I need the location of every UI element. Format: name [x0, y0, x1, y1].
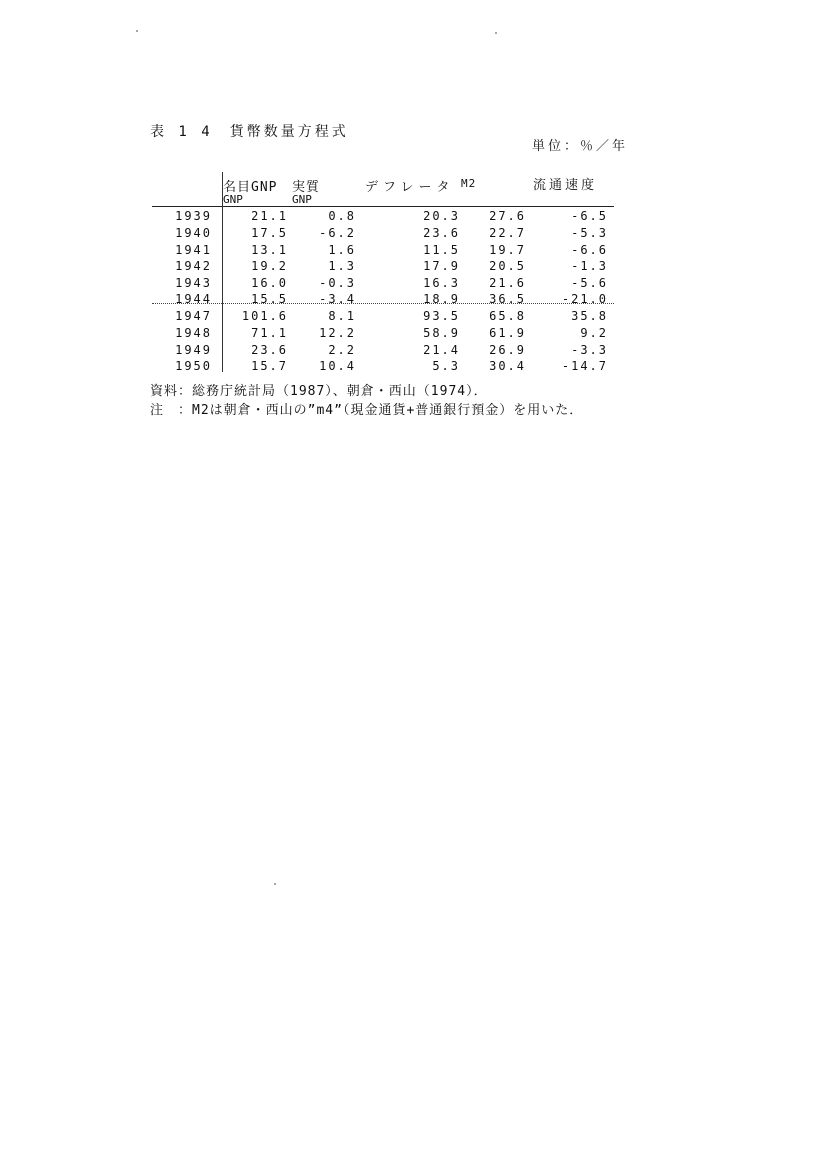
header-deflator: デフレータ [365, 180, 455, 195]
cell-m2: 20.5 [489, 259, 526, 273]
footnote: 注 ：M2は朝倉・西山の”m4”（現金通貨+普通銀行預金）を用いた． [150, 403, 584, 418]
header-real-gnp: 実質 [292, 180, 321, 195]
header-nominal-gnp-sub: GNP [223, 193, 243, 206]
cell-deflator: 23.6 [423, 226, 460, 240]
table-row [0, 259, 827, 276]
cell-year: 1942 [175, 259, 212, 273]
table-row [0, 226, 827, 243]
cell-real-gnp: 1.6 [328, 243, 356, 257]
table-row [0, 343, 827, 360]
cell-deflator: 93.5 [423, 309, 460, 323]
unit-label: 単位：％／年 [532, 139, 629, 154]
cell-nominal-gnp: 15.7 [251, 359, 288, 373]
cell-velocity: -5.6 [571, 276, 608, 290]
table-row [0, 243, 827, 260]
cell-velocity: 35.8 [571, 309, 608, 323]
cell-m2: 65.8 [489, 309, 526, 323]
cell-m2: 21.6 [489, 276, 526, 290]
cell-deflator: 11.5 [423, 243, 460, 257]
cell-nominal-gnp: 23.6 [251, 343, 288, 357]
table-row [0, 359, 827, 376]
cell-real-gnp: 0.8 [328, 209, 356, 223]
table-row [0, 209, 827, 226]
cell-velocity: -14.7 [561, 359, 608, 373]
cell-deflator: 16.3 [423, 276, 460, 290]
cell-m2: 36.5 [489, 292, 526, 306]
header-real-gnp-sub: GNP [292, 193, 312, 206]
cell-velocity: -6.6 [571, 243, 608, 257]
cell-real-gnp: -0.3 [319, 276, 356, 290]
cell-nominal-gnp: 21.1 [251, 209, 288, 223]
cell-real-gnp: 8.1 [328, 309, 356, 323]
cell-velocity: -5.3 [571, 226, 608, 240]
header-velocity: 流通速度 [533, 178, 598, 193]
cell-deflator: 20.3 [423, 209, 460, 223]
cell-deflator: 18.9 [423, 292, 460, 306]
cell-velocity: -1.3 [571, 259, 608, 273]
cell-deflator: 21.4 [423, 343, 460, 357]
cell-real-gnp: 1.3 [328, 259, 356, 273]
cell-real-gnp: 2.2 [328, 343, 356, 357]
table-row [0, 309, 827, 326]
cell-year: 1949 [175, 343, 212, 357]
table-row [0, 292, 827, 309]
cell-m2: 27.6 [489, 209, 526, 223]
cell-year: 1941 [175, 243, 212, 257]
source-note: 資料：総務庁統計局（1987）、朝倉・西山（1974）． [150, 384, 488, 399]
table-row [0, 326, 827, 343]
table-title: 表 1 4 貨幣数量方程式 [150, 124, 349, 140]
cell-nominal-gnp: 71.1 [251, 326, 288, 340]
cell-velocity: -6.5 [571, 209, 608, 223]
cell-nominal-gnp: 16.0 [251, 276, 288, 290]
cell-year: 1944 [175, 292, 212, 306]
cell-year: 1948 [175, 326, 212, 340]
cell-nominal-gnp: 17.5 [251, 226, 288, 240]
notes-block [150, 382, 583, 420]
scan-speck [274, 883, 276, 885]
header-m2: M2 [461, 177, 477, 190]
header-nominal-gnp: 名目GNP [223, 180, 278, 195]
cell-deflator: 58.9 [423, 326, 460, 340]
cell-real-gnp: -6.2 [319, 226, 356, 240]
cell-velocity: -3.3 [571, 343, 608, 357]
scan-speck [136, 30, 138, 32]
cell-year: 1939 [175, 209, 212, 223]
cell-m2: 19.7 [489, 243, 526, 257]
cell-nominal-gnp: 19.2 [251, 259, 288, 273]
cell-real-gnp: 12.2 [319, 326, 356, 340]
cell-m2: 26.9 [489, 343, 526, 357]
cell-real-gnp: -3.4 [319, 292, 356, 306]
cell-velocity: -21.0 [561, 292, 608, 306]
cell-nominal-gnp: 13.1 [251, 243, 288, 257]
cell-deflator: 17.9 [423, 259, 460, 273]
cell-velocity: 9.2 [580, 326, 608, 340]
scan-speck [495, 32, 497, 34]
cell-year: 1940 [175, 226, 212, 240]
cell-nominal-gnp: 15.5 [251, 292, 288, 306]
cell-real-gnp: 10.4 [319, 359, 356, 373]
cell-year: 1950 [175, 359, 212, 373]
cell-m2: 22.7 [489, 226, 526, 240]
cell-deflator: 5.3 [432, 359, 460, 373]
cell-m2: 61.9 [489, 326, 526, 340]
cell-m2: 30.4 [489, 359, 526, 373]
cell-year: 1947 [175, 309, 212, 323]
cell-year: 1943 [175, 276, 212, 290]
cell-nominal-gnp: 101.6 [241, 309, 288, 323]
table-row [0, 276, 827, 293]
